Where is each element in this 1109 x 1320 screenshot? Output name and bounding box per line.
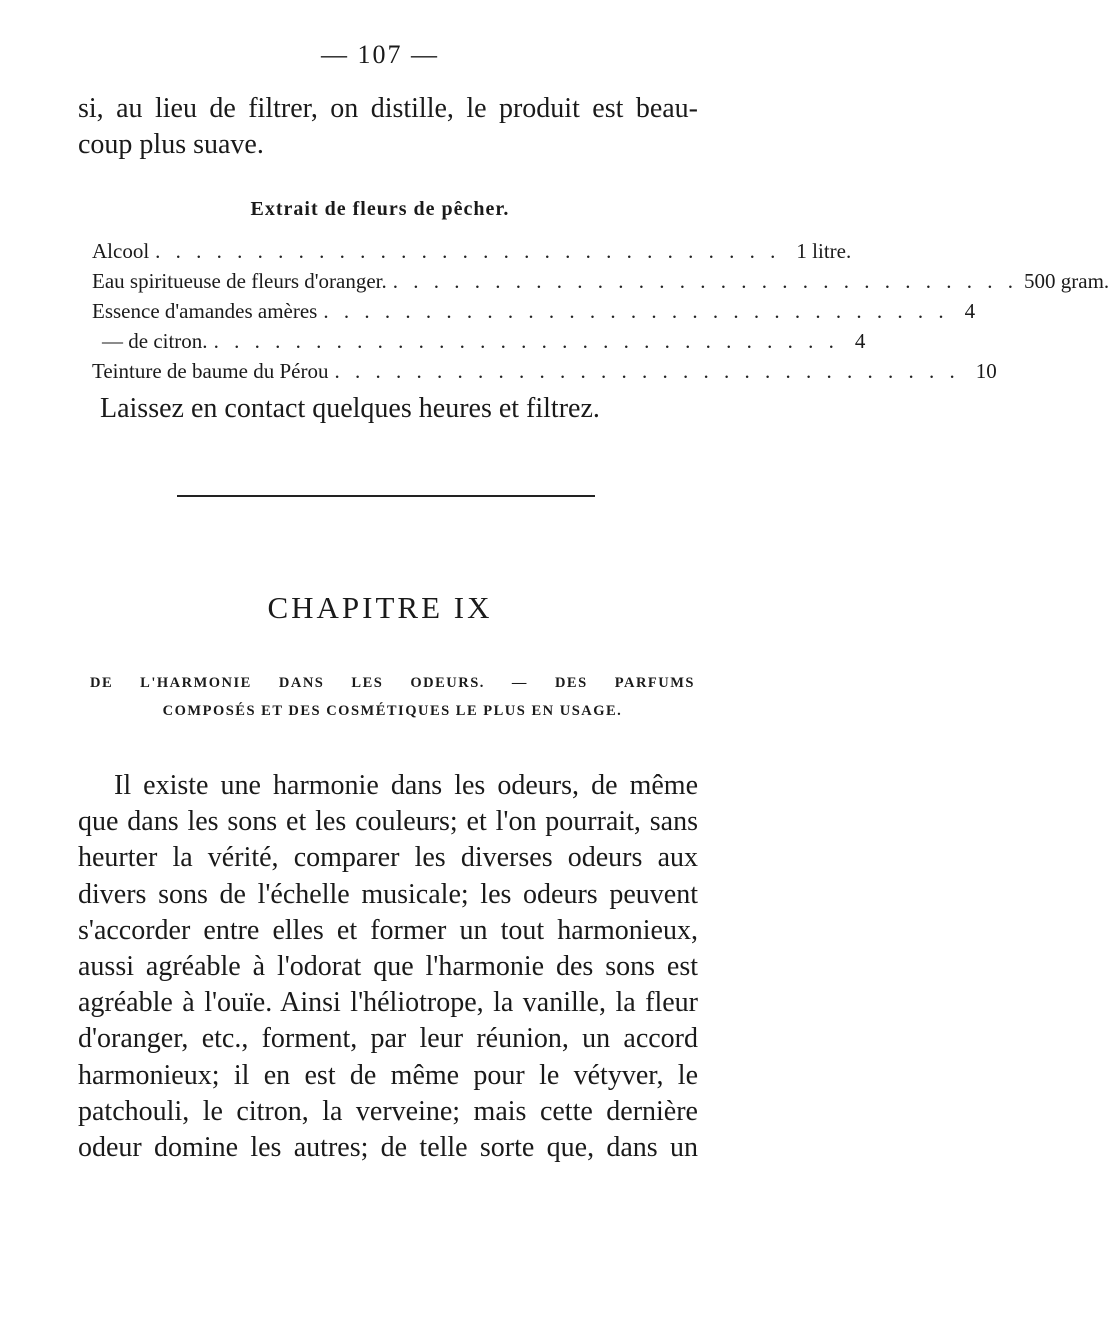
chapter-title: CHAPITRE IX: [267, 590, 493, 625]
chapter-body: [78, 768, 698, 1166]
body-line: s'accorder entre elles et former un tout harmonieux,: [78, 914, 698, 946]
ingredient-quantity: 10: [975, 359, 997, 383]
ingredient-list: [92, 236, 1109, 386]
ingredient-name: Teinture de baume du Pérou: [92, 359, 329, 383]
ingredient-row: [92, 296, 976, 326]
body-line: divers sons de l'échelle musicale; les odeurs peuvent: [78, 878, 698, 910]
continuation-line: si, au lieu de filtrer, on distille, le produit est beau-: [78, 93, 698, 124]
recipe-title: Extrait de fleurs de pêcher.: [250, 198, 510, 220]
body-line: aussi agréable à l'odorat que l'harmonie des sons est: [78, 950, 698, 982]
ingredient-row: [92, 356, 997, 386]
body-line: heurter la vérité, comparer les diverses odeurs aux: [78, 842, 698, 874]
ingredient-name: Eau spiritueuse de fleurs d'oranger.: [92, 269, 387, 293]
ingredient-quantity: 4: [854, 329, 866, 353]
continuation-line: coup plus suave.: [78, 129, 264, 160]
ingredient-quantity: 500 gram.: [1024, 269, 1109, 293]
ingredient-name: — de citron.: [102, 329, 208, 353]
body-line: que dans les sons et les couleurs; et l'on pourrait, sans: [78, 806, 698, 838]
body-line: patchouli, le citron, la verveine; mais cette dernière: [78, 1095, 698, 1127]
dot-leader: . . . . . . . . . . . . . . . . . . . . . . . . . . . . . . .: [334, 359, 960, 383]
ingredient-row: [92, 326, 866, 356]
ingredient-row: [92, 266, 1109, 296]
ingredient-name: Alcool: [92, 239, 150, 263]
ingredient-row: [92, 236, 852, 266]
body-line: odeur domine les autres; de telle sorte que, dans un: [78, 1131, 698, 1163]
chapter-subtitle-line: COMPOSÉS ET DES COSMÉTIQUES LE PLUS EN USAGE.: [162, 703, 623, 719]
dot-leader: . . . . . . . . . . . . . . . . . . . . . . . . . . . . . . .: [155, 239, 781, 263]
page-number: — 107 —: [321, 40, 439, 69]
body-line: Il existe une harmonie dans les odeurs, de même: [114, 770, 698, 801]
dot-leader: . . . . . . . . . . . . . . . . . . . . . . . . . . . . . . .: [323, 299, 949, 323]
dot-leader: . . . . . . . . . . . . . . . . . . . . . . . . . . . . . . .: [213, 329, 839, 353]
chapter-subtitle-line: DE L'HARMONIE DANS LES ODEURS. — DES PARFUMS: [90, 675, 695, 691]
body-line: agréable à l'ouïe. Ainsi l'héliotrope, la vanille, la fleur: [78, 987, 698, 1019]
body-line: d'oranger, etc., forment, par leur réunion, un accord: [78, 1023, 698, 1055]
ingredient-name: Essence d'amandes amères: [92, 299, 318, 323]
section-divider: [177, 495, 595, 497]
recipe-instruction: Laissez en contact quelques heures et filtrez.: [100, 393, 600, 424]
dot-leader: . . . . . . . . . . . . . . . . . . . . . . . . . . . . . . .: [392, 269, 1019, 293]
ingredient-quantity: 4: [964, 299, 976, 323]
ingredient-quantity: 1 litre.: [796, 239, 852, 263]
body-line: harmonieux; il en est de même pour le vétyver, le: [78, 1059, 698, 1091]
